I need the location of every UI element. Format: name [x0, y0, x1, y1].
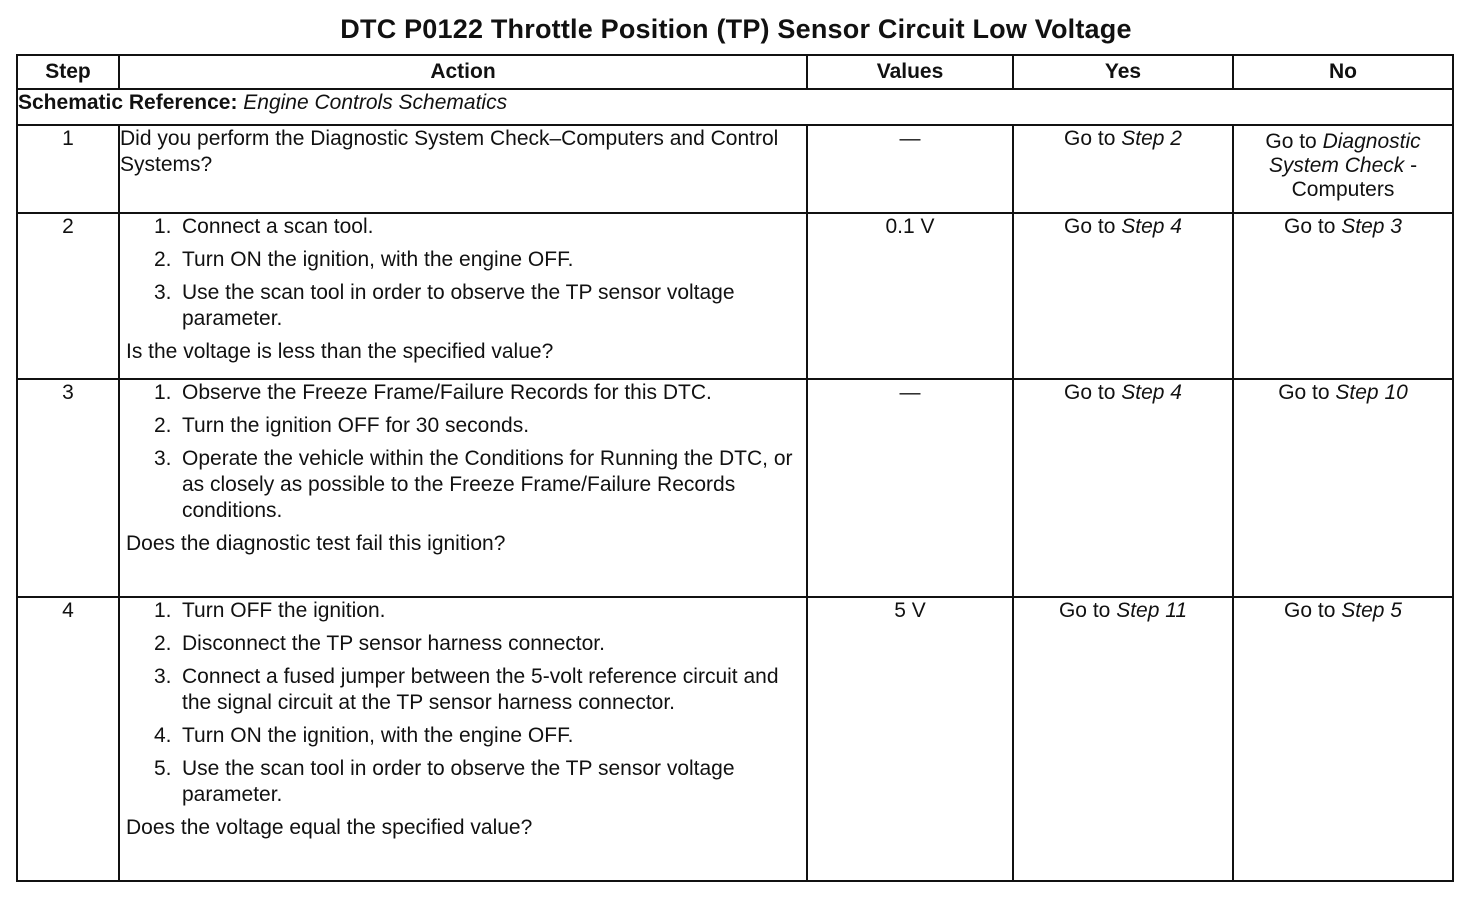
yes-goto-link[interactable]: Step 2 [1121, 127, 1182, 150]
schematic-reference-link[interactable]: Engine Controls Schematics [243, 91, 508, 114]
table-row-step-3 [17, 379, 1453, 597]
no-cell [1233, 597, 1453, 881]
schematic-reference [17, 89, 1453, 125]
table-row-step-1 [17, 125, 1453, 213]
yes-goto-link[interactable]: Step 4 [1121, 381, 1182, 404]
list-item: 3. Operate the vehicle within the Conditions for Running the DTC, or as closely as possible to the Freeze Frame/Failure Records conditions. [154, 447, 793, 522]
action-question: Is the voltage is less than the specified value? [126, 340, 554, 363]
yes-goto-prefix: Go to [1058, 599, 1111, 622]
values-cell: 0.1 V [807, 213, 1013, 379]
table-row-step-4 [17, 597, 1453, 881]
no-goto-suffix: - Computers [1291, 154, 1418, 201]
header-yes: Yes [1013, 55, 1233, 89]
list-item: 2. Turn ON the ignition, with the engine OFF. [154, 248, 574, 271]
no-goto-link[interactable]: Diagnostic System Check [1268, 130, 1421, 177]
step-number: 2 [17, 213, 119, 379]
step-number: 3 [17, 379, 119, 597]
table-header-row [17, 55, 1453, 89]
no-goto-prefix: Go to [1284, 599, 1336, 622]
action-cell [119, 597, 807, 881]
list-item: 2. Disconnect the TP sensor harness connector. [154, 632, 605, 655]
values-cell: — [807, 125, 1013, 213]
yes-goto-link[interactable]: Step 4 [1121, 215, 1182, 238]
diagnostic-table [16, 54, 1454, 882]
no-goto-link[interactable]: Step 10 [1335, 381, 1408, 404]
yes-goto-link[interactable]: Step 11 [1116, 599, 1188, 622]
action-cell [119, 379, 807, 597]
action-cell [119, 125, 807, 213]
no-goto-prefix: Go to [1284, 215, 1336, 238]
no-cell [1233, 379, 1453, 597]
schematic-reference-row [17, 89, 1453, 125]
yes-cell [1013, 379, 1233, 597]
document-title: DTC P0122 Throttle Position (TP) Sensor Circuit Low Voltage [340, 14, 1132, 44]
action-list [120, 380, 806, 524]
no-goto-prefix: Go to [1265, 130, 1317, 153]
step-number: 4 [17, 597, 119, 881]
list-item: 3. Use the scan tool in order to observe the TP sensor voltage parameter. [154, 281, 735, 330]
yes-cell [1013, 125, 1233, 213]
action-question: Does the diagnostic test fail this ignition? [126, 532, 506, 555]
list-item: 1. Observe the Freeze Frame/Failure Records for this DTC. [154, 381, 712, 404]
list-item: 1. Turn OFF the ignition. [154, 599, 386, 622]
action-list [120, 214, 806, 332]
schematic-reference-label: Schematic Reference: [18, 91, 238, 114]
yes-cell [1013, 597, 1233, 881]
table-row-step-2 [17, 213, 1453, 379]
action-question: Did you perform the Diagnostic System Check–Computers and Control Systems? [120, 127, 779, 176]
list-item: 3. Connect a fused jumper between the 5-volt reference circuit and the signal circuit at the TP sensor harness connector. [154, 665, 779, 714]
no-goto-prefix: Go to [1278, 381, 1330, 404]
no-cell [1233, 213, 1453, 379]
yes-goto-prefix: Go to [1064, 381, 1116, 404]
action-cell [119, 213, 807, 379]
header-no: No [1233, 55, 1453, 89]
list-item: 1. Connect a scan tool. [154, 215, 374, 238]
no-goto-link[interactable]: Step 3 [1341, 215, 1402, 238]
header-action: Action [119, 55, 807, 89]
values-cell: 5 V [807, 597, 1013, 881]
no-cell [1233, 125, 1453, 213]
list-item: 5. Use the scan tool in order to observe the TP sensor voltage parameter. [154, 757, 735, 806]
yes-goto-prefix: Go to [1064, 127, 1116, 150]
header-step: Step [17, 55, 119, 89]
values-cell: — [807, 379, 1013, 597]
no-goto-link[interactable]: Step 5 [1341, 599, 1402, 622]
header-values: Values [807, 55, 1013, 89]
yes-cell [1013, 213, 1233, 379]
yes-goto-prefix: Go to [1064, 215, 1116, 238]
list-item: 4. Turn ON the ignition, with the engine OFF. [154, 724, 574, 747]
list-item: 2. Turn the ignition OFF for 30 seconds. [154, 414, 530, 437]
action-list [120, 598, 806, 808]
step-number: 1 [17, 125, 119, 213]
action-question: Does the voltage equal the specified value? [126, 816, 533, 839]
